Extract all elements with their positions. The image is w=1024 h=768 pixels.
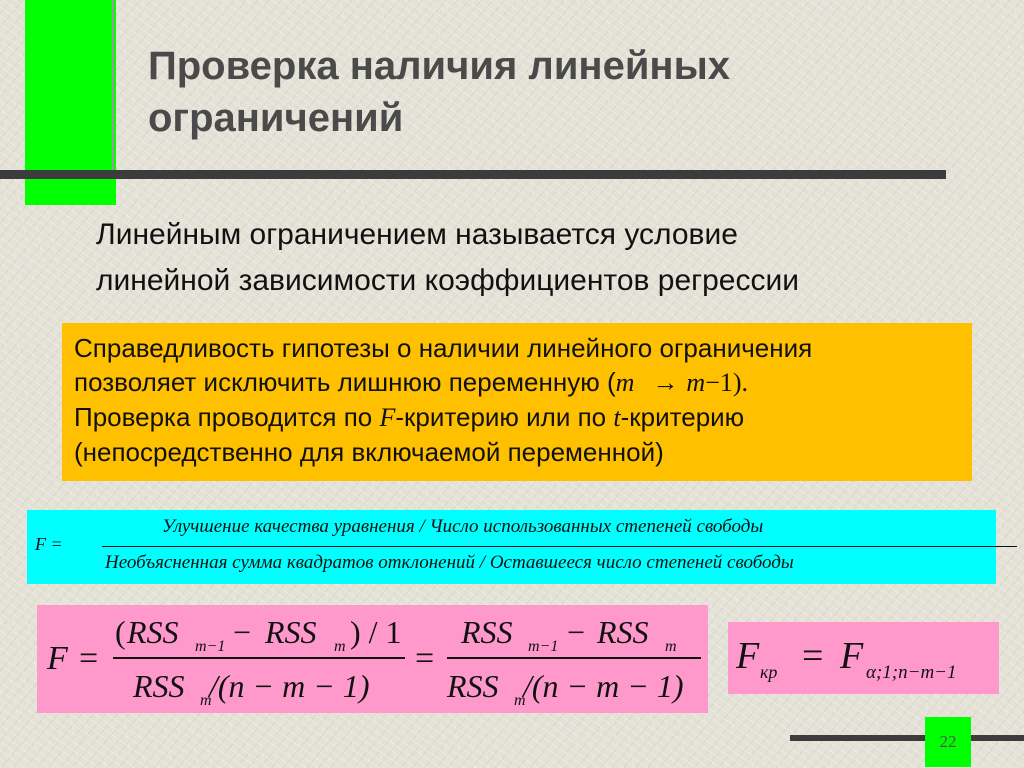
- sub-m-d: m: [514, 692, 526, 709]
- highlight-line-4: (непосредственно для включаемой переменной): [74, 437, 664, 467]
- div-one: ) / 1: [350, 614, 402, 650]
- page-number: 22: [939, 732, 957, 751]
- footer-bar: [790, 735, 1024, 741]
- den-tail-2: /(n − m − 1): [523, 668, 684, 704]
- var-F: F: [379, 403, 396, 432]
- highlight-line-3: [74, 400, 972, 435]
- f-statistic-verbal-formula: [27, 510, 996, 584]
- minus-sign-1: −: [233, 614, 252, 650]
- den-tail-1: /(n − m − 1): [209, 668, 370, 704]
- definition-line-1: Линейным ограничением называется условие: [96, 218, 738, 251]
- definition-text: [96, 212, 976, 304]
- sub-m-a: m: [334, 638, 346, 655]
- rss-1: RSS: [127, 614, 179, 650]
- f-symbol: F: [47, 640, 68, 677]
- highlight-line-3-b: -критерию или по: [395, 402, 614, 432]
- fraction-bar-2: [447, 657, 701, 659]
- var-t: t: [613, 403, 621, 432]
- highlight-line-2-prefix: позволяет исключить лишнюю переменную (: [74, 367, 616, 397]
- f-critical-rhs-symbol: F: [840, 635, 864, 677]
- minus-one: −1).: [705, 368, 749, 397]
- arrow-icon: →: [652, 368, 679, 397]
- rss-formula-svg: [37, 605, 708, 713]
- definition-line-2: линейной зависимости коэффициентов регрессии: [96, 264, 799, 297]
- rss-2: RSS: [265, 614, 317, 650]
- f-critical-rhs-sub: α;1;n−m−1: [866, 662, 957, 683]
- title-underline-bar: [0, 170, 946, 179]
- fraction-bar-1: [113, 657, 405, 659]
- rss-4: RSS: [461, 614, 513, 650]
- highlight-line-3-a: Проверка проводится по: [74, 402, 380, 432]
- title-line-1: Проверка наличия линейных: [148, 44, 730, 88]
- rss-5: RSS: [597, 614, 649, 650]
- open-paren: (: [115, 614, 126, 650]
- var-m: m: [615, 368, 635, 397]
- f-critical-sub: кр: [760, 662, 778, 682]
- var-m-2: m: [686, 368, 706, 397]
- sub-m-b: m: [200, 692, 212, 709]
- sub-m-minus-1-a: m−1: [195, 638, 226, 655]
- f-formula-denominator: Необъясненная сумма квадратов отклонений / Оставшееся число степеней свободы: [105, 552, 794, 573]
- highlight-line-1: Справедливость гипотезы о наличии линейного ограничения: [74, 333, 813, 363]
- slide-title: [148, 40, 908, 144]
- f-formula-numerator: Улучшение качества уравнения / Число использованных степеней свободы: [162, 516, 764, 537]
- f-critical-svg: [728, 622, 999, 694]
- f-statistic-rss-formula: [37, 605, 708, 713]
- sub-m-c: m: [665, 638, 677, 655]
- highlight-line-3-c: -критерию: [620, 402, 745, 432]
- equals-sign-1: =: [79, 640, 99, 677]
- f-critical-equals: =: [802, 635, 824, 677]
- minus-sign-2: −: [567, 614, 586, 650]
- rss-6: RSS: [447, 668, 499, 704]
- equals-sign-2: =: [415, 640, 435, 677]
- f-formula-lhs: F =: [35, 534, 63, 554]
- sub-m-minus-1-b: m−1: [528, 638, 559, 655]
- hypothesis-highlight-box: [62, 323, 972, 481]
- vertical-divider: [112, 0, 114, 178]
- f-critical-formula: [728, 622, 999, 694]
- fraction-bar: [102, 546, 1017, 547]
- rss-3: RSS: [133, 668, 185, 704]
- title-line-2: ограничений: [148, 96, 404, 140]
- f-critical-symbol: F: [736, 635, 760, 677]
- highlight-line-2: [74, 365, 972, 400]
